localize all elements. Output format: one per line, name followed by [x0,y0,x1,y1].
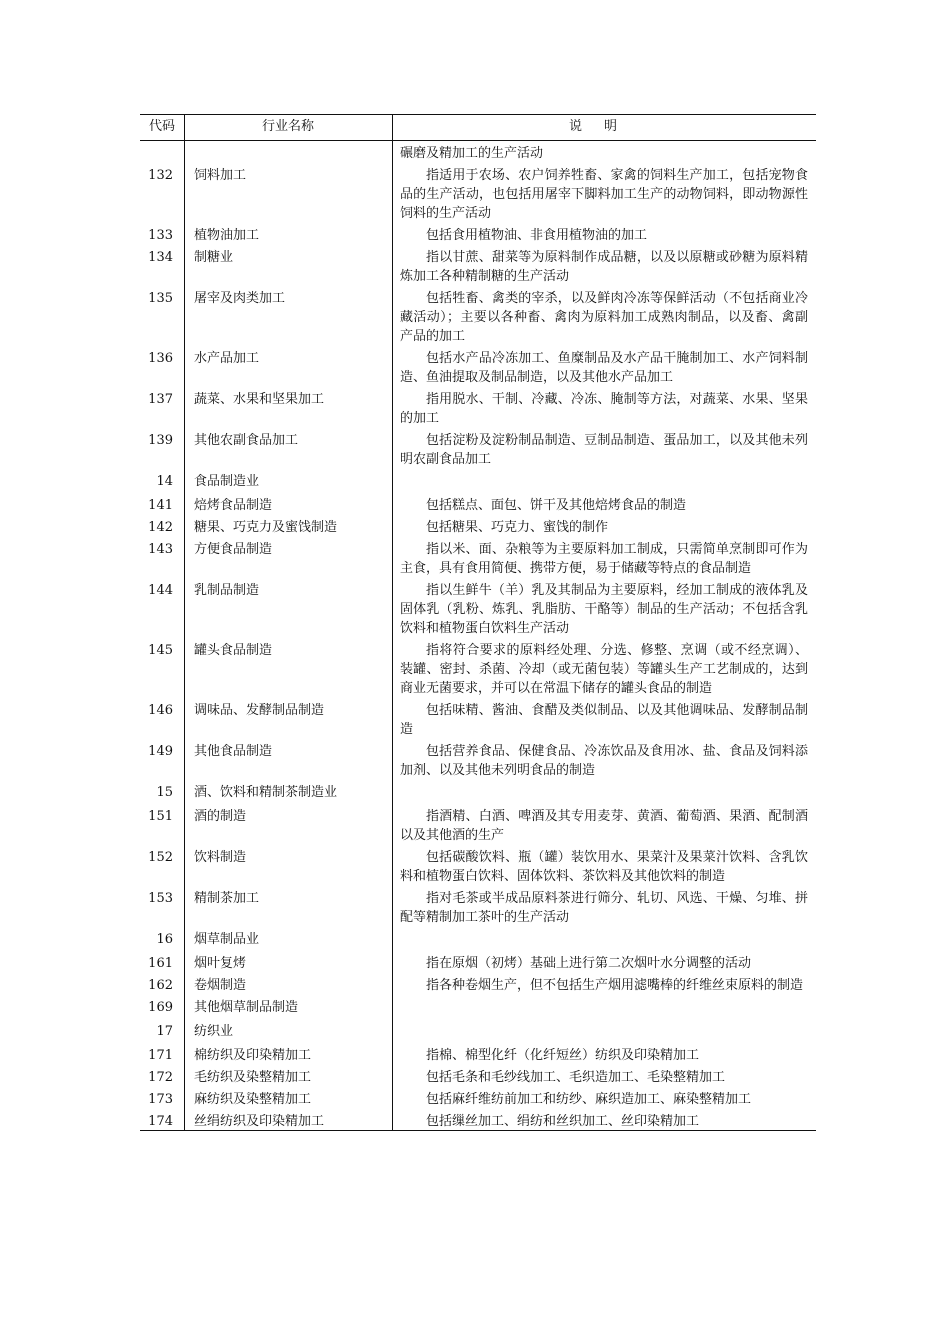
header-code: 代码 [148,119,175,134]
industry-code: 141 [148,498,173,513]
industry-name: 植物油加工 [194,228,260,243]
table-row [140,1022,816,1041]
industry-name: 精制茶加工 [194,891,260,906]
industry-code: 17 [156,1024,173,1039]
table-row [140,472,816,491]
table-row [140,289,816,346]
industry-description [392,1022,816,1041]
industry-name: 饲料加工 [194,168,247,183]
industry-code: 142 [148,520,173,535]
table-row [140,783,816,802]
industry-description: 指各种卷烟生产，但不包括生产烟用滤嘴棒的纤维丝束原料的制造 [426,978,804,993]
table-row [140,431,816,469]
industry-name: 饮料制造 [194,850,247,865]
table-row [140,976,816,995]
industry-description: 指适用于农场、农户饲养牲畜、家禽的饲料生产加工，包括宠物食品的生产活动，也包括用屠宰下脚料加工生产的动物饲料，即动物源性饲料的生产活动 [400,168,808,221]
industry-code: 132 [148,168,173,183]
industry-description: 包括营养食品、保健食品、冷冻饮品及食用冰、盐、食品及饲料添加剂、以及其他未列明食品的制造 [400,744,808,778]
industry-name: 棉纺织及印染精加工 [194,1048,312,1063]
industry-description: 碾磨及精加工的生产活动 [400,146,544,161]
industry-code: 174 [148,1114,173,1129]
industry-description: 包括糕点、面包、饼干及其他焙烤食品的制造 [426,498,687,513]
industry-description [392,998,816,1017]
header-desc: 说明 [568,119,639,134]
table-row [140,1112,816,1131]
industry-name: 蔬菜、水果和坚果加工 [194,392,325,407]
industry-code: 153 [148,891,173,906]
industry-code: 172 [148,1070,173,1085]
table-row [140,349,816,387]
table-top-rule [140,114,816,115]
industry-name: 纺织业 [194,1024,234,1039]
industry-name: 乳制品制造 [194,583,260,598]
industry-code: 149 [148,744,173,759]
industry-name: 罐头食品制造 [194,643,273,658]
industry-code: 162 [148,978,173,993]
industry-description [392,783,816,802]
industry-code: 15 [156,785,173,800]
industry-code: 14 [156,474,173,489]
industry-description: 指以甘蔗、甜菜等为原料制作成品糖，以及以原糖或砂糖为原料精炼加工各种精制糖的生产活动 [400,250,808,284]
industry-name: 烟叶复烤 [194,956,247,971]
table-row [140,540,816,578]
table-row [140,807,816,845]
industry-name: 焙烤食品制造 [194,498,273,513]
industry-name: 卷烟制造 [194,978,247,993]
table-row [140,742,816,780]
industry-name: 酒、饮料和精制茶制造业 [194,785,338,800]
industry-name: 酒的制造 [194,809,247,824]
industry-description: 指棉、棉型化纤（化纤短丝）纺织及印染精加工 [426,1048,700,1063]
table-row [140,1046,816,1065]
industry-code: 146 [148,703,173,718]
industry-code: 173 [148,1092,173,1107]
industry-name: 其他烟草制品制造 [194,1000,299,1015]
industry-name: 其他食品制造 [194,744,273,759]
table-row [140,930,816,949]
industry-description [392,930,816,949]
table-row [140,248,816,286]
table-row [140,390,816,428]
industry-name: 烟草制品业 [194,932,260,947]
industry-code: 169 [148,1000,173,1015]
industry-description: 包括水产品冷冻加工、鱼糜制品及水产品干腌制加工、水产饲料制造、鱼油提取及制品制造，以及其他水产品加工 [400,351,808,385]
industry-code: 136 [148,351,173,366]
industry-code: 137 [148,392,173,407]
industry-name: 食品制造业 [194,474,260,489]
industry-description: 包括碳酸饮料、瓶（罐）装饮用水、果菜汁及果菜汁饮料、含乳饮料和植物蛋白饮料、固体饮料、茶饮料及其他饮料的制造 [400,850,808,884]
industry-code: 139 [148,433,173,448]
table-row [140,701,816,739]
industry-name: 水产品加工 [194,351,260,366]
industry-name: 其他农副食品加工 [194,433,299,448]
industry-description: 包括淀粉及淀粉制品制造、豆制品制造、蛋品加工，以及其他未列明农副食品加工 [400,433,808,467]
industry-description: 指在原烟（初烤）基础上进行第二次烟叶水分调整的活动 [426,956,752,971]
header-name: 行业名称 [261,119,314,134]
table-bottom-rule [140,1130,816,1131]
industry-description: 包括毛条和毛纱线加工、毛织造加工、毛染整精加工 [426,1070,726,1085]
table-row [140,144,816,163]
industry-name: 制糖业 [194,250,234,265]
industry-code: 135 [148,291,173,306]
industry-description: 包括缫丝加工、绢纺和丝织加工、丝印染精加工 [426,1114,700,1129]
table-row [140,496,816,515]
table-row [140,518,816,537]
industry-code: 133 [148,228,173,243]
industry-name: 麻纺织及染整精加工 [194,1092,312,1107]
table-row [140,581,816,638]
industry-description: 包括味精、酱油、食醋及类似制品、以及其他调味品、发酵制品制造 [400,703,808,737]
industry-name: 毛纺织及染整精加工 [194,1070,312,1085]
industry-code: 145 [148,643,173,658]
industry-name: 屠宰及肉类加工 [194,291,286,306]
industry-code: 134 [148,250,173,265]
header-rule [140,140,816,141]
industry-code: 16 [156,932,173,947]
table-row [140,226,816,245]
table-row [140,848,816,886]
table-row [140,166,816,223]
industry-code: 161 [148,956,173,971]
industry-description: 包括麻纤维纺前加工和纺纱、麻织造加工、麻染整精加工 [426,1092,752,1107]
table-body [140,144,816,1134]
table-row [140,998,816,1017]
table-row [140,1068,816,1087]
industry-code: 171 [148,1048,173,1063]
industry-description: 指以生鲜牛（羊）乳及其制品为主要原料，经加工制成的液体乳及固体乳（乳粉、炼乳、乳脂肪、干酪等）制品的生产活动；不包括含乳饮料和植物蛋白饮料生产活动 [400,583,808,636]
industry-description: 指以米、面、杂粮等为主要原料加工制成，只需简单烹制即可作为主食，具有食用简便、携带方便，易于储藏等特点的食品制造 [400,542,808,576]
industry-name: 丝绢纺织及印染精加工 [194,1114,325,1129]
industry-name: 调味品、发酵制品制造 [194,703,325,718]
industry-description: 指对毛茶或半成品原料茶进行筛分、轧切、风选、干燥、匀堆、拼配等精制加工茶叶的生产活动 [400,891,808,925]
industry-name [184,144,392,163]
industry-code: 143 [148,542,173,557]
industry-description: 包括糖果、巧克力、蜜饯的制作 [426,520,609,535]
industry-code: 144 [148,583,173,598]
industry-description: 包括食用植物油、非食用植物油的加工 [426,228,648,243]
industry-code: 152 [148,850,173,865]
industry-name: 糖果、巧克力及蜜饯制造 [194,520,338,535]
industry-description: 包括牲畜、禽类的宰杀，以及鲜肉冷冻等保鲜活动（不包括商业冷藏活动）；主要以各种畜、禽肉为原料加工成熟肉制品，以及畜、禽副产品的加工 [400,291,808,344]
industry-description: 指酒精、白酒、啤酒及其专用麦芽、黄酒、葡萄酒、果酒、配制酒以及其他酒的生产 [400,809,808,843]
table-row [140,954,816,973]
table-row [140,641,816,698]
table-row [140,889,816,927]
industry-description: 指用脱水、干制、冷藏、冷冻、腌制等方法，对蔬菜、水果、坚果的加工 [400,392,808,426]
industry-description [392,472,816,491]
industry-name: 方便食品制造 [194,542,273,557]
industry-code: 151 [148,809,173,824]
industry-code [140,144,184,163]
table-row [140,1090,816,1109]
industry-description: 指将符合要求的原料经处理、分选、修整、烹调（或不经烹调）、装罐、密封、杀菌、冷却（或无菌包装）等罐头生产工艺制成的，达到商业无菌要求，并可以在常温下储存的罐头食品的制造 [400,643,808,696]
